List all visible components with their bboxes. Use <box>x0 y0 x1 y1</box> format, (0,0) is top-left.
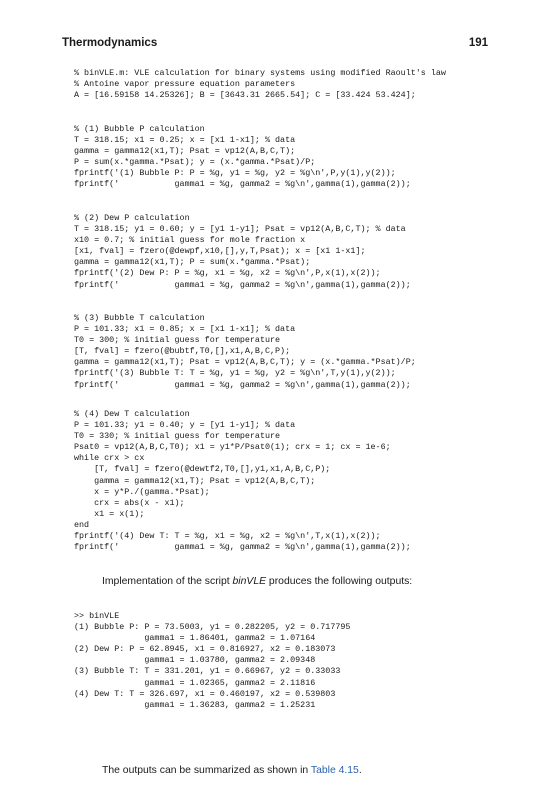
code-block-dew-t <box>74 409 411 553</box>
code-line: (4) Dew T: T = 326.697, x1 = 0.460197, x2 = 0.539803 <box>74 688 336 699</box>
chapter-title: Thermodynamics <box>62 37 158 49</box>
code-block-bubble-p <box>74 124 411 191</box>
code-line: x = y*P./(gamma.*Psat); <box>74 486 210 497</box>
code-line: % binVLE.m: VLE calculation for binary systems using modified Raoult's law <box>74 68 446 78</box>
code-block-antoine-params <box>74 68 446 101</box>
running-header <box>62 37 488 53</box>
code-line: fprintf(' gamma1 = %g, gamma2 = %g\n',gamma(1),gamma(2)); <box>74 179 411 190</box>
code-line: Psat0 = vp12(A,B,C,T0); x1 = y1*P/Psat0(1); crx = 1; cx = 1e-6; <box>74 442 391 453</box>
code-line: while crx > cx <box>74 453 145 464</box>
code-line: gamma = gamma12(x1,T); P = sum(x.*gamma.*Psat); <box>74 257 311 268</box>
code-block-dew-p <box>74 213 411 291</box>
code-line: (1) Bubble P: P = 73.5003, y1 = 0.282205, y2 = 0.717795 <box>74 622 351 633</box>
code-line: end <box>74 519 90 530</box>
code-line: (3) Bubble T: T = 331.201, y1 = 0.66967, y2 = 0.33033 <box>74 666 341 677</box>
code-line: T0 = 330; % initial guess for temperature <box>74 431 281 442</box>
code-line: gamma = gamma12(x1,T); Psat = vp12(A,B,C,T); <box>74 146 296 157</box>
code-line: crx = abs(x - x1); <box>74 497 185 508</box>
code-line: fprintf('(1) Bubble P: P = %g, y1 = %g, y2 = %g\n',P,y(1),y(2)); <box>74 168 396 179</box>
code-line: T = 318.15; x1 = 0.25; x = [x1 1-x1]; % data <box>74 135 296 146</box>
code-line: T0 = 300; % initial guess for temperature <box>74 335 281 346</box>
paragraph-text: produces the following outputs: <box>266 576 413 587</box>
code-line: % (1) Bubble P calculation <box>74 124 205 134</box>
code-line: gamma1 = 1.03780, gamma2 = 2.09348 <box>74 655 316 666</box>
code-line: gamma = gamma12(x1,T); Psat = vp12(A,B,C,T); y = (x.*gamma.*Psat)/P; <box>74 357 416 368</box>
code-line: fprintf(' gamma1 = %g, gamma2 = %g\n',gamma(1),gamma(2)); <box>74 379 411 390</box>
code-line: gamma = gamma12(x1,T); Psat = vp12(A,B,C,T); <box>74 475 316 486</box>
code-line: fprintf(' gamma1 = %g, gamma2 = %g\n',gamma(1),gamma(2)); <box>74 542 411 553</box>
code-line: x1 = x(1); <box>74 508 145 519</box>
paragraph-text: . <box>358 765 362 776</box>
code-line: fprintf('(3) Bubble T: T = %g, y1 = %g, y2 = %g\n',T,y(1),y(2)); <box>74 368 396 379</box>
code-line: fprintf(' gamma1 = %g, gamma2 = %g\n',gamma(1),gamma(2)); <box>74 279 411 290</box>
code-block-outputs <box>74 611 350 711</box>
code-line: % Antoine vapor pressure equation parameters <box>74 79 296 90</box>
code-line: T = 318.15; y1 = 0.60; y = [y1 1-y1]; Psat = vp12(A,B,C,T); % data <box>74 224 406 235</box>
code-line: >> binVLE <box>74 611 120 621</box>
code-line: % (4) Dew T calculation <box>74 409 190 419</box>
script-name: binVLE <box>232 576 267 587</box>
code-line: gamma1 = 1.86401, gamma2 = 1.07164 <box>74 633 316 644</box>
code-line: % (3) Bubble T calculation <box>74 313 205 323</box>
code-line: P = sum(x.*gamma.*Psat); y = (x.*gamma.*Psat)/P; <box>74 157 316 168</box>
code-line: P = 101.33; x1 = 0.85; x = [x1 1-x1]; % data <box>74 324 296 335</box>
code-block-bubble-t <box>74 313 416 391</box>
code-line: (2) Dew P: P = 62.8945, x1 = 0.816927, x2 = 0.183073 <box>74 644 336 655</box>
paragraph-text: Implementation of the script <box>102 576 233 587</box>
code-line: [T, fval] = fzero(@dewtf2,T0,[],y1,x1,A,B,C,P); <box>74 464 331 475</box>
page-number: 191 <box>468 37 488 49</box>
paragraph-outputs-intro <box>102 575 412 589</box>
code-line: fprintf('(4) Dew T: T = %g, x1 = %g, x2 = %g\n',T,x(1),x(2)); <box>74 531 381 542</box>
code-line: gamma1 = 1.36283, gamma2 = 1.25231 <box>74 699 316 710</box>
table-link[interactable]: Table 4.15 <box>310 765 359 776</box>
code-line: P = 101.33; y1 = 0.40; y = [y1 1-y1]; % data <box>74 420 296 431</box>
paragraph-text: The outputs can be summarized as shown in <box>102 765 311 776</box>
code-line: A = [16.59158 14.25326]; B = [3643.31 2665.54]; C = [33.424 53.424]; <box>74 90 416 101</box>
code-line: fprintf('(2) Dew P: P = %g, x1 = %g, x2 = %g\n',P,x(1),x(2)); <box>74 268 381 279</box>
paragraph-summary <box>102 764 362 778</box>
code-line: [x1, fval] = fzero(@dewpf,x10,[],y,T,Psat); x = [x1 1-x1]; <box>74 246 366 257</box>
code-line: gamma1 = 1.02365, gamma2 = 2.11816 <box>74 677 316 688</box>
code-line: x10 = 0.7; % initial guess for mole fraction x <box>74 235 306 246</box>
code-line: % (2) Dew P calculation <box>74 213 190 223</box>
code-line: [T, fval] = fzero(@bubtf,T0,[],x1,A,B,C,P); <box>74 346 291 357</box>
